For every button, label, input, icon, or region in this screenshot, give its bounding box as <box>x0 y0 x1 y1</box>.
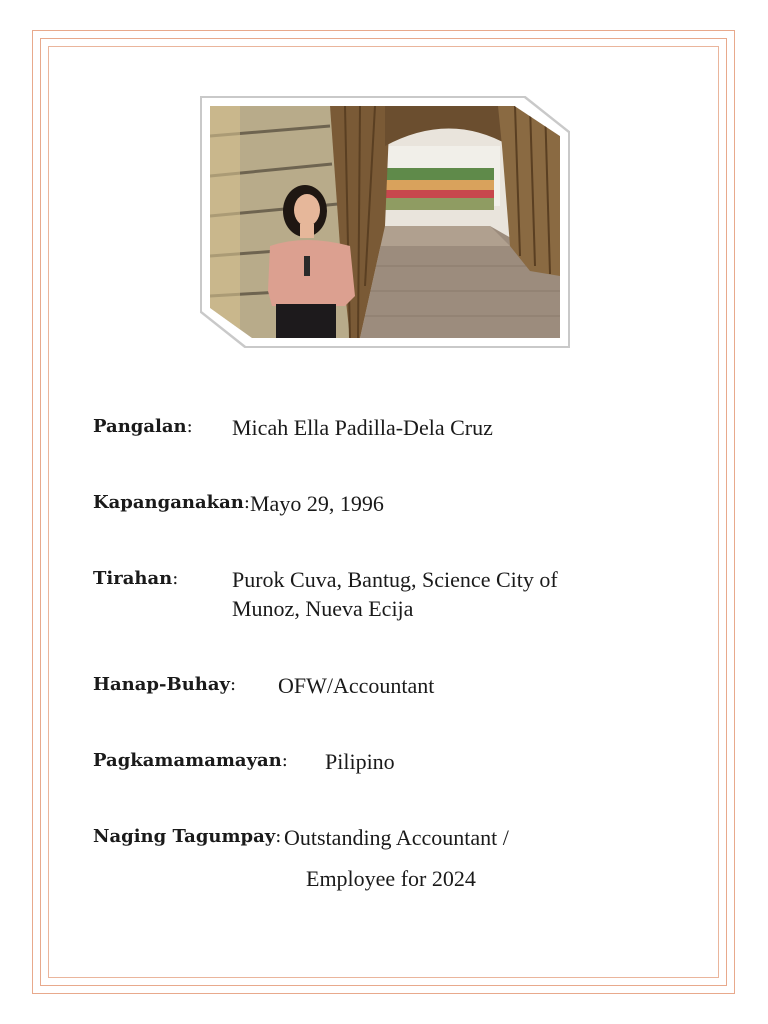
field-value-name: Micah Ella Padilla-Dela Cruz <box>232 415 493 440</box>
field-label-name: Pangalan: <box>93 416 193 437</box>
field-value-address-line2: Munoz, Nueva Ecija <box>232 596 414 621</box>
field-label-occupation: Hanap-Buhay: <box>93 674 237 695</box>
field-value-achievement-line1: Outstanding Accountant / <box>284 825 509 850</box>
field-value-achievement-line2: Employee for 2024 <box>306 866 476 891</box>
field-value-birth: Mayo 29, 1996 <box>250 491 384 516</box>
field-label-achievement: Naging Tagumpay: <box>93 826 282 847</box>
field-value-citizenship: Pilipino <box>325 749 395 774</box>
field-value-address-line1: Purok Cuva, Bantug, Science City of <box>232 567 558 592</box>
field-label-birth: Kapanganakan: <box>93 492 250 513</box>
field-label-citizenship: Pagkamamamayan: <box>93 750 288 771</box>
field-label-address: Tirahan: <box>93 568 179 589</box>
field-value-occupation: OFW/Accountant <box>278 673 435 698</box>
profile-photo <box>210 106 560 338</box>
